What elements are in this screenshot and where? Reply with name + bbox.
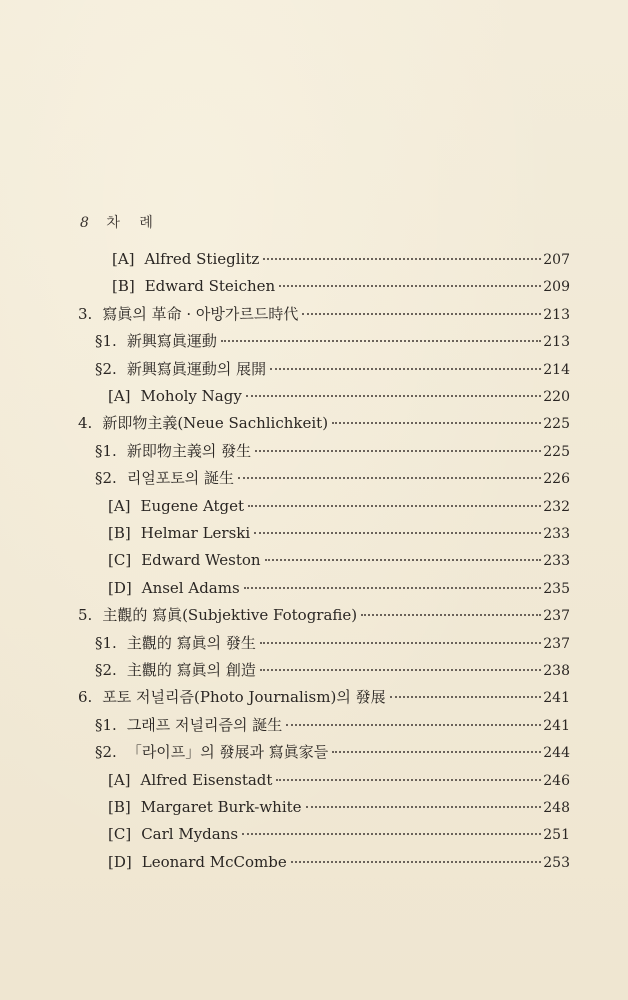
toc-entry — [108, 851, 570, 873]
toc-entry — [78, 604, 570, 626]
entry-marker: [D] — [108, 578, 132, 597]
entry-title: Edward Weston — [141, 551, 261, 570]
entry-page: 237 — [543, 608, 570, 625]
toc-entry — [95, 358, 570, 380]
entry-page: 213 — [543, 334, 570, 351]
entry-marker: §2. — [95, 359, 117, 378]
entry-marker: [A] — [108, 496, 131, 515]
entry-page: 225 — [543, 443, 570, 460]
dot-leader — [244, 587, 542, 589]
dot-leader — [248, 505, 541, 507]
entry-title: 寫眞의 革命 · 아방가르드時代 — [102, 304, 299, 323]
entry-marker: [C] — [108, 551, 132, 570]
toc-entry — [112, 248, 570, 270]
header-title-char-2: 례 — [139, 215, 154, 231]
toc-entry — [108, 823, 570, 845]
entry-page: 233 — [543, 553, 570, 570]
entry-marker: 5. — [78, 606, 93, 625]
entry-page: 226 — [543, 471, 570, 488]
entry-title: Alfred Eisenstadt — [140, 770, 273, 789]
entry-page: 235 — [543, 580, 570, 597]
entry-title: 「라이프」의 發展과 寫眞家들 — [126, 743, 329, 762]
entry-title: 新即物主義(Neue Sachlichkeit) — [102, 414, 329, 433]
toc-entry — [112, 275, 570, 297]
entry-marker: [B] — [112, 277, 135, 296]
entry-page: 209 — [543, 279, 570, 296]
entry-marker: [A] — [112, 250, 135, 268]
entry-marker: §1. — [95, 633, 117, 652]
toc-entry — [108, 577, 570, 599]
dot-leader — [332, 751, 541, 753]
entry-title: Moholy Nagy — [140, 387, 242, 405]
entry-title: 포토 저널리즘(Photo Journalism)의 發展 — [102, 688, 386, 707]
entry-title: 主觀的 寫眞의 發生 — [126, 633, 256, 652]
toc-entry — [108, 495, 570, 517]
toc-entry — [95, 330, 570, 352]
dot-leader — [221, 340, 541, 342]
entry-marker: §2. — [95, 661, 117, 679]
dot-leader — [260, 669, 541, 671]
entry-title: Margaret Burk-white — [140, 798, 302, 816]
entry-page: 241 — [543, 717, 570, 734]
entry-marker: §1. — [95, 332, 117, 351]
toc-entry — [108, 796, 570, 818]
toc-entry — [108, 769, 570, 791]
dot-leader — [255, 450, 541, 452]
entry-page: 237 — [543, 635, 570, 652]
toc-entry — [95, 467, 570, 489]
entry-page: 233 — [543, 526, 570, 542]
entry-page: 241 — [543, 690, 570, 707]
toc-entry — [95, 741, 570, 763]
entry-page: 225 — [543, 416, 570, 433]
entry-marker: [A] — [108, 387, 131, 405]
entry-page: 251 — [543, 827, 570, 844]
dot-leader — [242, 833, 541, 835]
entry-marker: [B] — [108, 798, 131, 816]
entry-marker: 3. — [78, 304, 93, 323]
dot-leader — [238, 477, 541, 479]
entry-title: 그래프 저널리즘의 誕生 — [126, 715, 283, 734]
dot-leader — [265, 559, 542, 561]
entry-title: 新興寫眞運動 — [126, 332, 217, 351]
entry-title: Ansel Adams — [141, 578, 240, 597]
dot-leader — [302, 313, 541, 315]
page-header — [80, 212, 167, 232]
entry-page: 207 — [543, 252, 570, 268]
entry-marker: §1. — [95, 441, 117, 460]
entry-page: 232 — [543, 498, 570, 515]
entry-page: 213 — [543, 306, 570, 323]
dot-leader — [246, 395, 541, 397]
header-title-char-1: 차 — [106, 215, 121, 231]
entry-page: 246 — [543, 772, 570, 789]
entry-page: 220 — [543, 389, 570, 405]
dot-leader — [260, 642, 541, 644]
entry-title: Alfred Stieglitz — [144, 250, 260, 268]
dot-leader — [279, 285, 541, 287]
entry-title: 新即物主義의 發生 — [126, 441, 252, 460]
entry-page: 244 — [543, 745, 570, 762]
dot-leader — [306, 806, 542, 808]
toc-entry — [78, 686, 570, 708]
entry-title: Eugene Atget — [140, 496, 245, 515]
toc-entry — [95, 714, 570, 736]
entry-title: 新興寫眞運動의 展開 — [126, 359, 267, 378]
entry-title: Leonard McCombe — [141, 852, 287, 871]
entry-title: Edward Steichen — [144, 277, 276, 296]
toc-entry — [108, 385, 570, 407]
toc-entry — [95, 632, 570, 654]
entry-page: 214 — [543, 361, 570, 378]
dot-leader — [361, 614, 541, 616]
entry-title: 主觀的 寫眞(Subjektive Fotografie) — [102, 606, 358, 625]
entry-marker: 4. — [78, 414, 93, 433]
entry-page: 238 — [543, 663, 570, 679]
dot-leader — [263, 258, 541, 260]
entry-marker: [B] — [108, 524, 131, 542]
dot-leader — [390, 696, 542, 698]
entry-page: 253 — [543, 854, 570, 871]
entry-marker: [D] — [108, 852, 132, 871]
toc-entry — [78, 303, 570, 325]
entry-marker: 6. — [78, 688, 93, 707]
toc-entry — [108, 522, 570, 544]
toc-entry — [95, 659, 570, 681]
dot-leader — [254, 532, 541, 534]
toc-entry — [78, 412, 570, 434]
entry-title: 리얼포토의 誕生 — [126, 469, 235, 488]
dot-leader — [286, 724, 541, 726]
entry-marker: §1. — [95, 715, 117, 734]
entry-marker: §2. — [95, 469, 117, 488]
dot-leader — [270, 368, 541, 370]
dot-leader — [332, 422, 541, 424]
entry-title: Carl Mydans — [141, 825, 239, 844]
entry-title: Helmar Lerski — [140, 524, 251, 542]
entry-marker: §2. — [95, 743, 117, 762]
entry-marker: [C] — [108, 825, 132, 844]
toc-entry — [95, 440, 570, 462]
entry-marker: [A] — [108, 770, 131, 789]
toc-entry — [108, 549, 570, 571]
page-number: 8 — [80, 215, 90, 231]
entry-page: 248 — [543, 800, 570, 816]
dot-leader — [276, 779, 541, 781]
dot-leader — [291, 861, 542, 863]
entry-title: 主觀的 寫眞의 創造 — [126, 661, 256, 679]
